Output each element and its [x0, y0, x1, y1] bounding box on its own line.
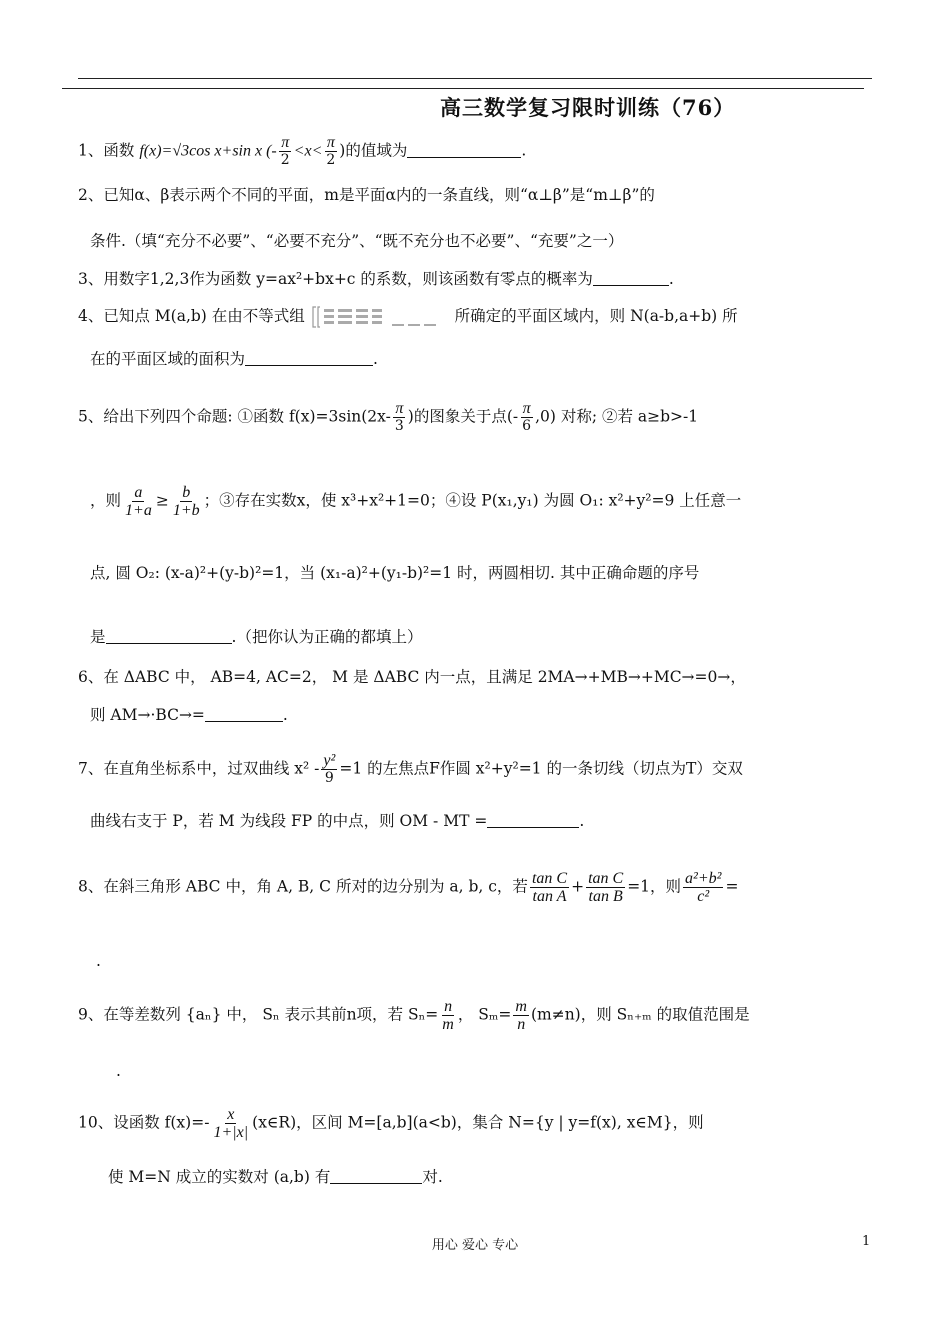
fraction: $\frac{\text{a²+b²}}{\text{c²}}$ — [685, 870, 722, 905]
problem-1: 1、函数 f(x)=√3cos x+sin x (- $\frac{\pi}{2}$ <x< $\frac{\pi}{2}$ )的值域为 . — [78, 134, 527, 168]
problem-5-line-4: 是 .（把你认为正确的都填上） — [90, 628, 423, 646]
top-rule — [78, 78, 872, 79]
problem-3: 3、用数字1,2,3作为函数 y=ax²+bx+c 的系数，则该函数有零点的概率为 . — [78, 270, 674, 288]
fraction: $\frac{\pi}{3}$ — [394, 400, 404, 434]
page-title: 高三数学复习限时训练（76） — [440, 95, 736, 120]
fraction: $\frac{\text{y²}}{9}$ — [323, 752, 336, 786]
answer-blank[interactable] — [593, 269, 669, 286]
fraction: $\frac{a}{1+a}$ — [125, 484, 152, 519]
problem-5-line-1: 5、给出下列四个命题: ①函数 f(x)=3sin(2x- $\frac{\pi}{3}$ )的图象关于点(- $\frac{\pi}{6}$ ,0) 对称; ②若 a≥b>-1 — [78, 400, 699, 434]
problem-5-line-2: ，则 $\frac{a}{1+a}$ ≥ $\frac{b}{1+b}$ ；③存在实数x，使 x³+x²+1=0；④设 P(x₁,y₁) 为圆 O₁: x²+y²=9 上任意一 — [90, 484, 742, 519]
inequality-system-image — [310, 304, 450, 330]
answer-blank[interactable] — [407, 141, 521, 158]
fraction: $\frac{n}{m}$ — [442, 998, 454, 1033]
problem-5-line-3: 点, 圆 O₂: (x-a)²+(y-b)²=1，当 (x₁-a)²+(y₁-b)²=1 时，两圆相切. 其中正确命题的序号 — [90, 564, 700, 582]
answer-blank[interactable] — [245, 349, 373, 366]
page-number: 1 — [862, 1234, 871, 1249]
top-rule-2 — [62, 88, 864, 89]
problem-7-line-1: 7、在直角坐标系中，过双曲线 x² - $\frac{\text{y²}}{9}$ =1 的左焦点F作圆 x²+y²=1 的一条切线（切点为T）交双 — [78, 752, 743, 786]
fraction: $\frac{\pi}{6}$ — [522, 400, 532, 434]
problem-2-line-2: 条件.（填“充分不必要”、“必要不充分”、“既不充分也不必要”、“充要”之一） — [90, 232, 624, 250]
problem-2-line-1: 2、已知α、β表示两个不同的平面，m是平面α内的一条直线，则“α⊥β”是“m⊥β”的 — [78, 186, 655, 204]
problem-10-line-1: 10、设函数 f(x)=- $\frac{x}{1+|x|}$ (x∈R)，区间 M=[a,b](a<b)，集合 N={y | y=f(x), x∈M}，则 — [78, 1106, 704, 1141]
fraction: $\frac{\text{tan C}}{\text{tan A}}$ — [531, 870, 568, 905]
problem-4-line-2: 在的平面区域的面积为 . — [90, 350, 378, 368]
problem-7-line-2: 曲线右支于 P，若 M 为线段 FP 的中点，则 OM - MT = . — [90, 812, 585, 830]
answer-blank[interactable] — [487, 811, 579, 828]
fraction: $\frac{\text{tan C}}{\text{tan B}}$ — [588, 870, 624, 905]
fraction: $\frac{b}{1+b}$ — [172, 484, 200, 519]
problem-4-line-1: 4、已知点 M(a,b) 在由不等式组 所确定的平面区域内，则 N(a-b,a+b) 所 — [78, 304, 738, 330]
problem-6-line-1: 6、在 ΔABC 中， AB=4, AC=2， M 是 ΔABC 内一点，且满足 2MA→+MB→+MC→=0→， — [78, 668, 746, 686]
answer-blank[interactable] — [330, 1167, 422, 1184]
fraction: $\frac{m}{n}$ — [515, 998, 527, 1033]
fraction: $\frac{\pi}{2}$ — [280, 134, 290, 168]
answer-blank[interactable] — [106, 627, 232, 644]
footer-slogan: 用心 爱心 专心 — [431, 1238, 519, 1253]
problem-8-line-1: 8、在斜三角形 ABC 中，角 A, B, C 所对的边分别为 a, b, c，若 $\frac{\text{tan C}}{\text{tan A}}$ + $\frac{\text{tan C}}{\text{tan B}}$ =1，则 $\frac{\text{a²+b²}}{\text{c²}}$ = — [78, 870, 739, 905]
fraction: $\frac{x}{1+|x|}$ — [213, 1106, 249, 1141]
problem-10-line-2: 使 M=N 成立的实数对 (a,b) 有 对. — [108, 1168, 443, 1186]
problem-8-line-2: . — [96, 952, 101, 970]
fraction: $\frac{\pi}{2}$ — [326, 134, 336, 168]
problem-6-line-2: 则 AM→·BC→= . — [90, 706, 288, 724]
problem-9-line-2: . — [116, 1062, 121, 1080]
answer-blank[interactable] — [205, 705, 283, 722]
problem-9-line-1: 9、在等差数列 {aₙ} 中， Sₙ 表示其前n项，若 Sₙ= $\frac{n}{m}$ ， Sₘ= $\frac{m}{n}$ (m≠n)，则 Sₙ₊ₘ 的取值范围是 — [78, 998, 750, 1033]
